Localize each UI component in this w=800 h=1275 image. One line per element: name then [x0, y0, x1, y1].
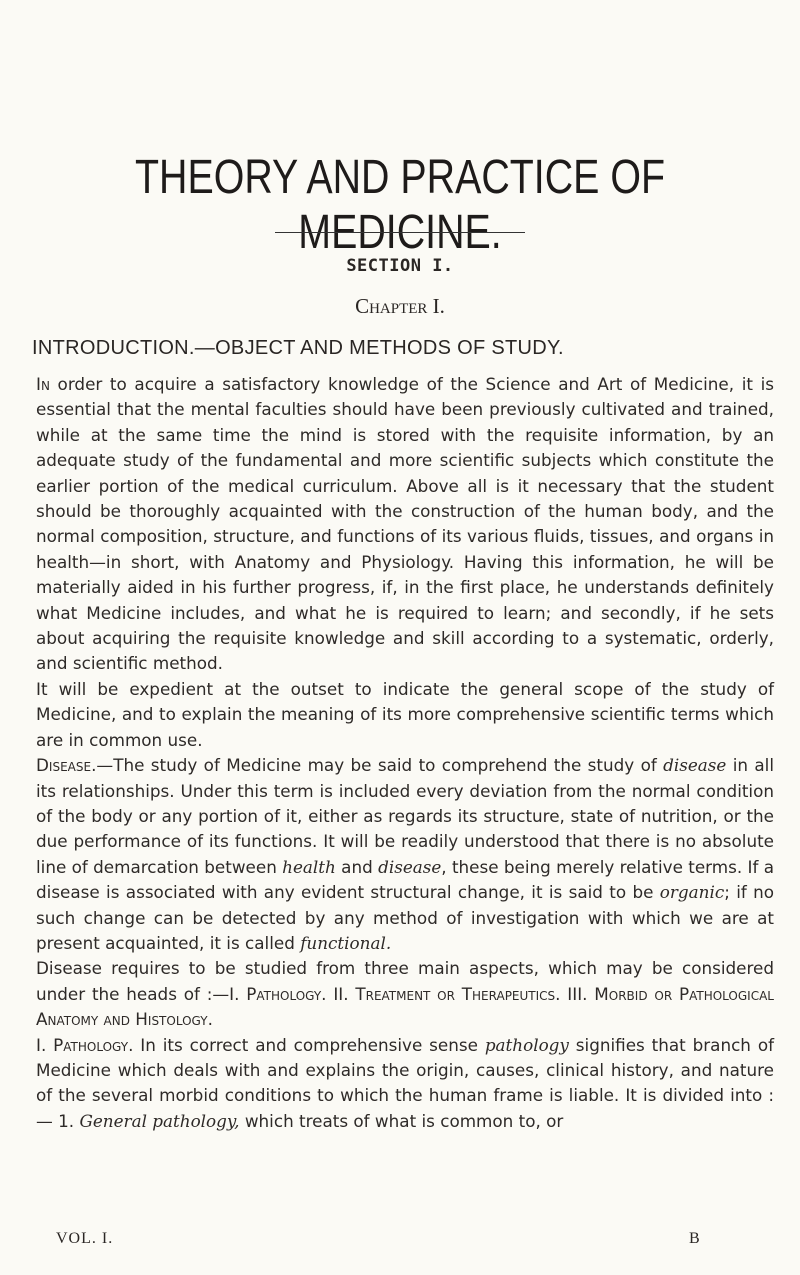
head-treatment: Treatment or Therapeutics.: [355, 983, 561, 1004]
paragraph-3-text-e: ; if no such change can be detected by any method of investigation with which we are at present acquainted, it is called: [36, 882, 774, 953]
page-footer: [56, 1230, 756, 1248]
term-disease-2: disease: [378, 856, 442, 877]
paragraph-1-text: order to acquire a satisfactory knowledge of the Science and Art of Medicine, it is essential that the mental faculties should have been previously cultivated and trained, while at the same time the mind is stored with the requisite information, by an adequate study of the fundamental and more scientific subjects which constitute the earlier portion of the medical curriculum. Above all is it necessary that the student should be thoroughly acquainted with the construction of the human body, and the normal composition, structure, and functions of its various fluids, tissues, and organs in health—in short, with Anatomy and Physiology. Having this information, he will be materially aided in his further progress, if, in the first place, he understands definitely what Medicine includes, and what he is required to learn; and secondly, if he sets about acquiring the requisite knowledge and skill according to a systematic, orderly, and scientific method.: [36, 374, 774, 674]
paragraph-1-lead: In: [36, 374, 50, 394]
chapter-heading: INTRODUCTION.—OBJECT AND METHODS OF STUDY.: [32, 337, 564, 359]
head-pathology: Pathology.: [246, 983, 327, 1004]
title-rule: [275, 232, 525, 233]
volume-label: VOL. I.: [56, 1230, 114, 1247]
paragraph-4-text-a: Disease requires to be studied from three main aspects, which may be considered under the heads of :—I.: [36, 958, 774, 1004]
paragraph-1: [36, 372, 774, 677]
signature-mark: B: [689, 1230, 701, 1247]
paragraph-3-text-a: —The study of Medicine may be said to comprehend the study of: [96, 755, 664, 776]
term-functional: functional.: [300, 932, 392, 953]
term-general-pathology: General pathology,: [79, 1110, 240, 1131]
paragraph-2: It will be expedient at the outset to indicate the general scope of the study of Medicine, and to explain the meaning of its more comprehensive scientific terms which are in common use.: [36, 678, 774, 750]
chapter-label: Chapter I.: [355, 294, 445, 318]
term-pathology: pathology: [484, 1034, 569, 1055]
paragraph-3-text-c: and: [335, 856, 379, 877]
paragraph-5: [36, 1033, 774, 1135]
page-title: THEORY AND PRACTICE OF MEDICINE.: [134, 151, 666, 259]
term-disease: disease: [663, 755, 727, 776]
paragraph-5-lead: Pathology.: [53, 1034, 134, 1055]
paragraph-5-text-d: which treats of what is common to, or: [239, 1110, 564, 1131]
paragraph-5-text-a: I.: [36, 1034, 54, 1055]
paragraph-4-text-b: II.: [326, 983, 356, 1004]
paragraph-4-text-c: III.: [560, 983, 595, 1004]
paragraph-3-text-b: in all its relationships. Under this term is included every deviation from the normal condition of the body or any portion of it, either as regards its structure, state of nutrition, or the due performance of its functions. It will be readily understood that there is no absolute line of demarcation between: [36, 755, 774, 877]
term-health: health: [282, 856, 336, 877]
head-morbid-anatomy: Morbid or Pathological Anatomy and Histology.: [36, 983, 774, 1030]
paragraph-5-text-b: In its correct and comprehensive sense: [133, 1034, 485, 1055]
body-text: [36, 372, 774, 1134]
paragraph-3-text-d: , these being merely relative terms. If a disease is associated with any evident structural change, it is said to be: [36, 856, 775, 903]
section-label: SECTION I.: [346, 256, 454, 276]
paragraph-4: [36, 956, 774, 1032]
term-organic: organic: [659, 882, 725, 903]
paragraph-3-lead: Disease.: [36, 755, 97, 776]
paragraph-3: [36, 753, 774, 956]
paragraph-5-text-c: signifies that branch of Medicine which deals with and explains the origin, causes, clinical history, and nature of the several morbid conditions to which the human frame is liable. It is divided into :— 1.: [36, 1034, 774, 1131]
